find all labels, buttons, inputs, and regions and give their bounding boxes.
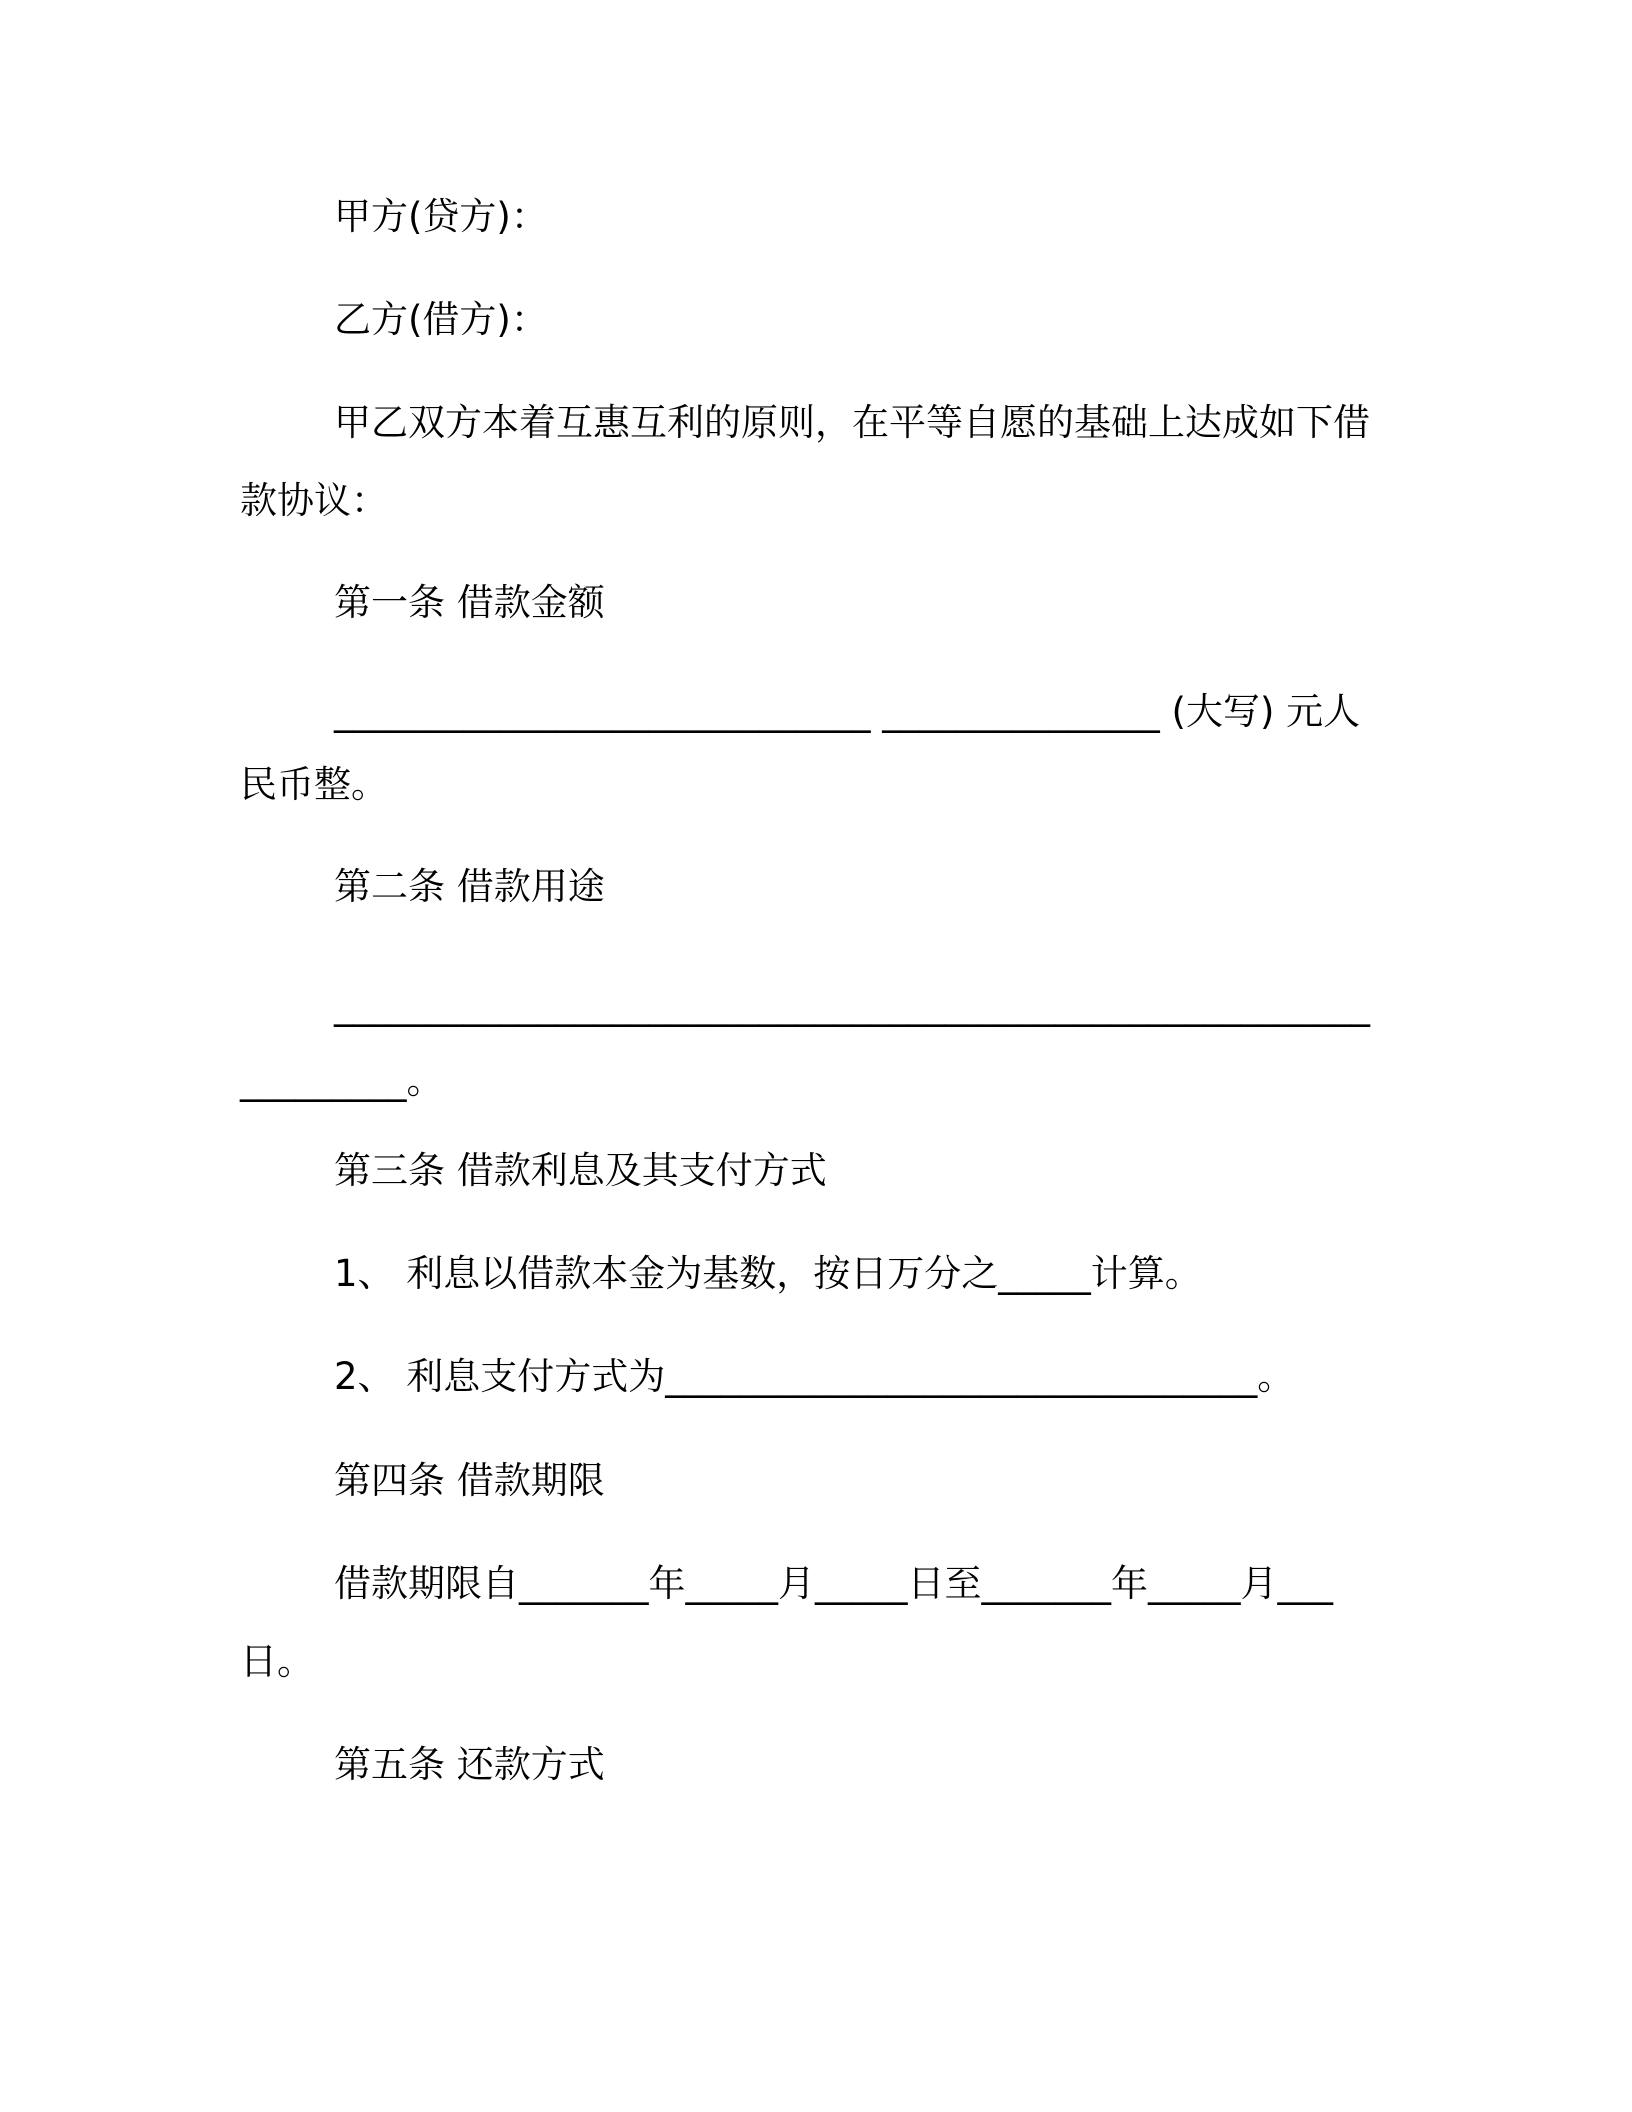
article-3-item-2: 2、 利息支付方式为________________________________。: [334, 1355, 1295, 1398]
article-2-purpose-end: _________。: [240, 1059, 444, 1102]
intro-line-2: 款协议：: [240, 479, 388, 522]
party-a-line: 甲方(贷方)：: [334, 195, 548, 238]
article-3-title: 第三条 借款利息及其支付方式: [334, 1149, 827, 1192]
article-1-currency-line: 民币整。: [240, 763, 388, 806]
article-1-title: 第一条 借款金额: [334, 581, 605, 624]
article-3-item-1: 1、 利息以借款本金为基数，按日万分之_____计算。: [334, 1252, 1202, 1295]
article-5-title: 第五条 还款方式: [334, 1743, 605, 1786]
intro-line-1: 甲乙双方本着互惠互利的原则，在平等自愿的基础上达成如下借: [334, 401, 1370, 444]
article-4-period-end: 日。: [240, 1640, 314, 1683]
article-1-amount-line: _____________________________ _______________ (大写) 元人: [334, 690, 1361, 733]
article-4-period-line: 借款期限自_______年_____月_____日至_______年_____月___: [334, 1562, 1333, 1605]
article-2-purpose-line: ________________________________________________________: [334, 984, 1370, 1027]
article-2-title: 第二条 借款用途: [334, 865, 605, 908]
article-4-title: 第四条 借款期限: [334, 1459, 605, 1502]
party-b-line: 乙方(借方)：: [334, 298, 548, 341]
